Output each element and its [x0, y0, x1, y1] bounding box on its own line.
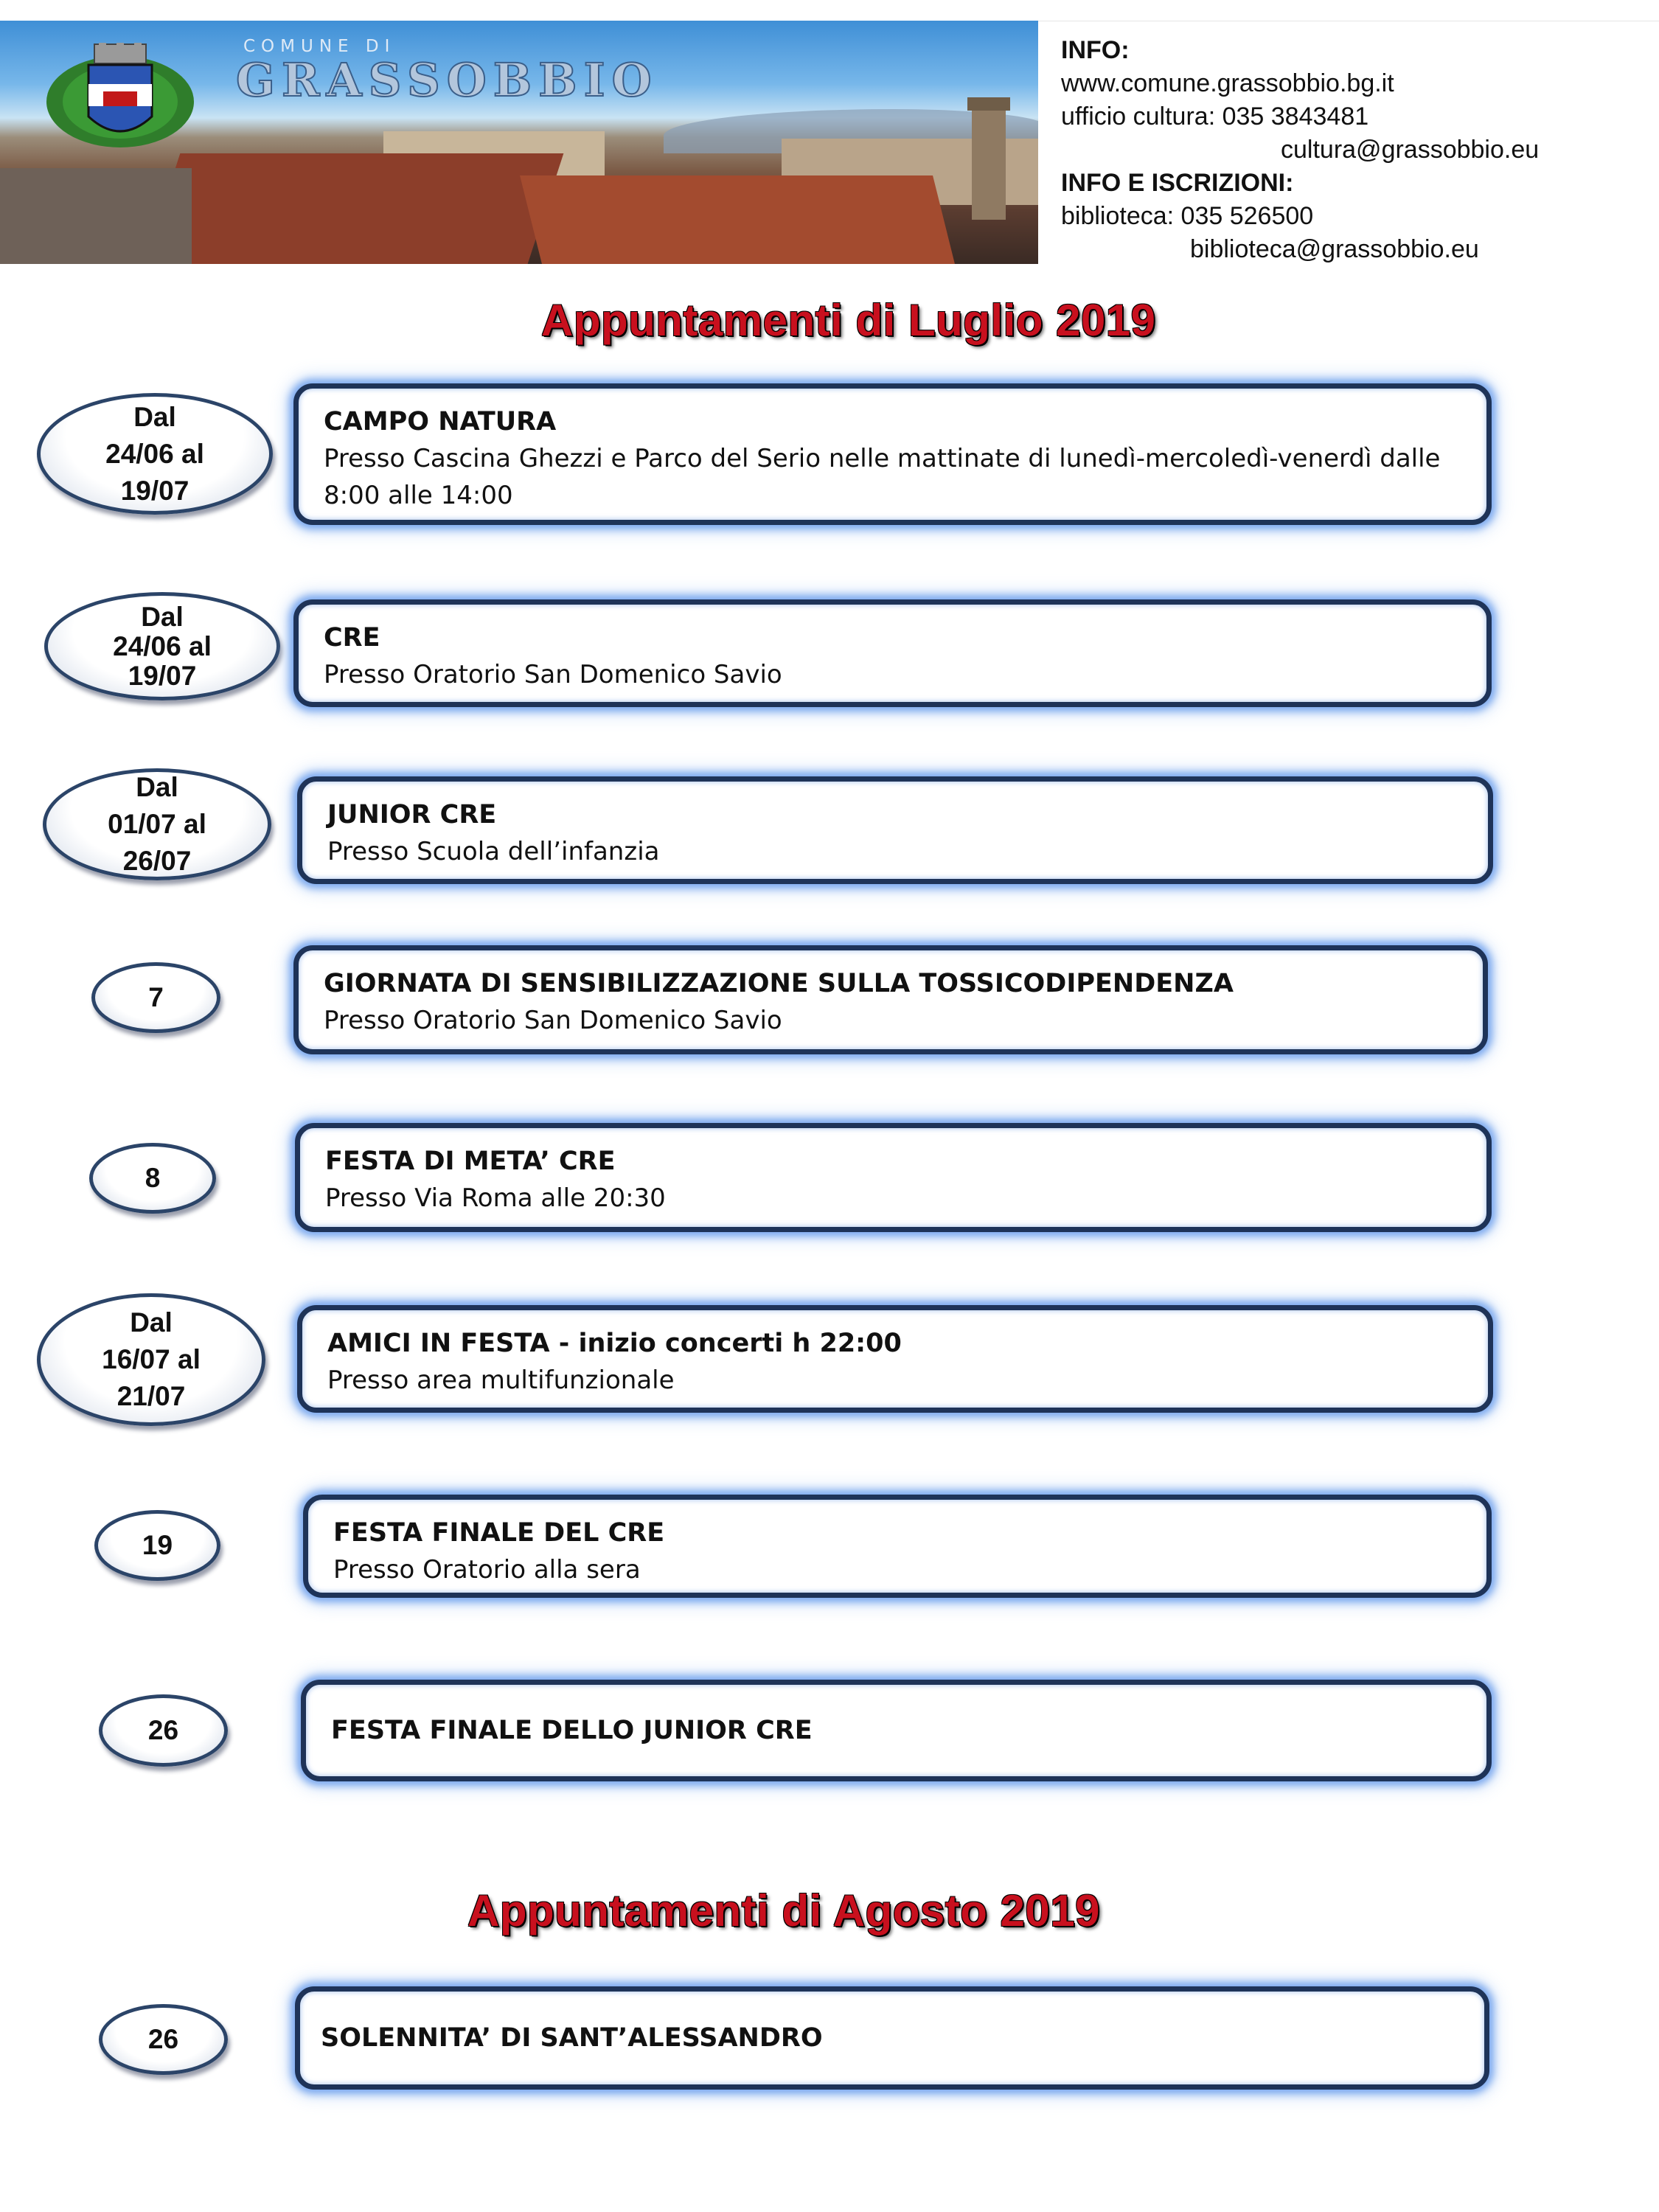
event-description: Presso Oratorio San Domenico Savio	[324, 1006, 782, 1035]
town-banner-photo	[0, 21, 1038, 264]
event-title: CAMPO NATURA	[324, 407, 557, 437]
event-date-oval	[99, 2004, 228, 2075]
website-text: www.comune.grassobbio.bg.it	[1061, 69, 1394, 97]
event-date-oval	[99, 1694, 228, 1767]
library-phone: biblioteca: 035 526500	[1061, 202, 1314, 230]
event-description: Presso Scuola dell’infanzia	[327, 837, 660, 866]
registration-label: INFO E ISCRIZIONI:	[1061, 169, 1294, 197]
event-card	[295, 1986, 1489, 2090]
event-date: 19	[142, 1530, 173, 1560]
event-card	[295, 1123, 1492, 1232]
event-card	[293, 383, 1492, 525]
event-card	[297, 1305, 1493, 1413]
july-title: Appuntamenti di Luglio 2019	[541, 296, 1156, 345]
event-title: SOLENNITA’ DI SANT’ALESSANDRO	[321, 2023, 823, 2053]
event-date: Dal 01/07 al 26/07	[108, 772, 206, 876]
event-date: 7	[148, 982, 164, 1012]
event-title: JUNIOR CRE	[327, 800, 497, 830]
event-date-oval	[43, 768, 271, 880]
info-label: INFO:	[1061, 36, 1130, 64]
event-description: Presso Cascina Ghezzi e Parco del Serio nelle mattinate di lunedì-mercoledì-venerdì dalle 8:00 alle 14:00	[324, 444, 1441, 510]
event-card	[301, 1680, 1492, 1781]
event-title: FESTA DI META’ CRE	[325, 1147, 616, 1176]
culture-email: cultura@grassobbio.eu	[1281, 136, 1540, 164]
banner-prefix: COMUNE DI	[243, 37, 396, 56]
event-title: GIORNATA DI SENSIBILIZZAZIONE SULLA TOSSICODIPENDENZA	[324, 969, 1234, 998]
event-date: 26	[147, 1715, 179, 1745]
event-date-oval	[89, 1143, 216, 1214]
event-date-oval	[37, 1293, 265, 1426]
event-description: Presso Oratorio alla sera	[333, 1555, 641, 1585]
event-date-oval	[91, 962, 220, 1033]
event-card	[293, 599, 1492, 707]
event-date: 26	[147, 2024, 179, 2054]
august-title: Appuntamenti di Agosto 2019	[467, 1886, 1101, 1935]
event-date-oval	[37, 393, 273, 515]
culture-office-phone: ufficio cultura: 035 3843481	[1061, 102, 1369, 131]
event-title: CRE	[324, 623, 380, 653]
event-description: Presso area multifunzionale	[327, 1366, 675, 1395]
event-description: Presso Oratorio San Domenico Savio	[324, 660, 782, 689]
event-title: FESTA FINALE DEL CRE	[333, 1518, 665, 1548]
event-date: Dal 16/07 al 21/07	[102, 1307, 201, 1411]
banner-town-name: GRASSOBBIO	[236, 53, 658, 107]
event-title: FESTA FINALE DELLO JUNIOR CRE	[331, 1716, 813, 1745]
event-date: 8	[145, 1163, 161, 1193]
event-description: Presso Via Roma alle 20:30	[325, 1183, 666, 1213]
event-date: Dal 24/06 al 19/07	[113, 601, 212, 691]
coat-of-arms-icon	[43, 43, 198, 153]
event-card	[293, 945, 1488, 1054]
bell-tower	[972, 109, 1006, 220]
event-card	[297, 776, 1493, 884]
event-date-oval	[44, 592, 280, 700]
event-card	[303, 1495, 1492, 1598]
library-email: biblioteca@grassobbio.eu	[1190, 235, 1479, 263]
event-date-oval	[94, 1510, 220, 1581]
event-date: Dal 24/06 al 19/07	[105, 401, 204, 506]
event-title: AMICI IN FESTA - inizio concerti h 22:00	[327, 1329, 902, 1358]
